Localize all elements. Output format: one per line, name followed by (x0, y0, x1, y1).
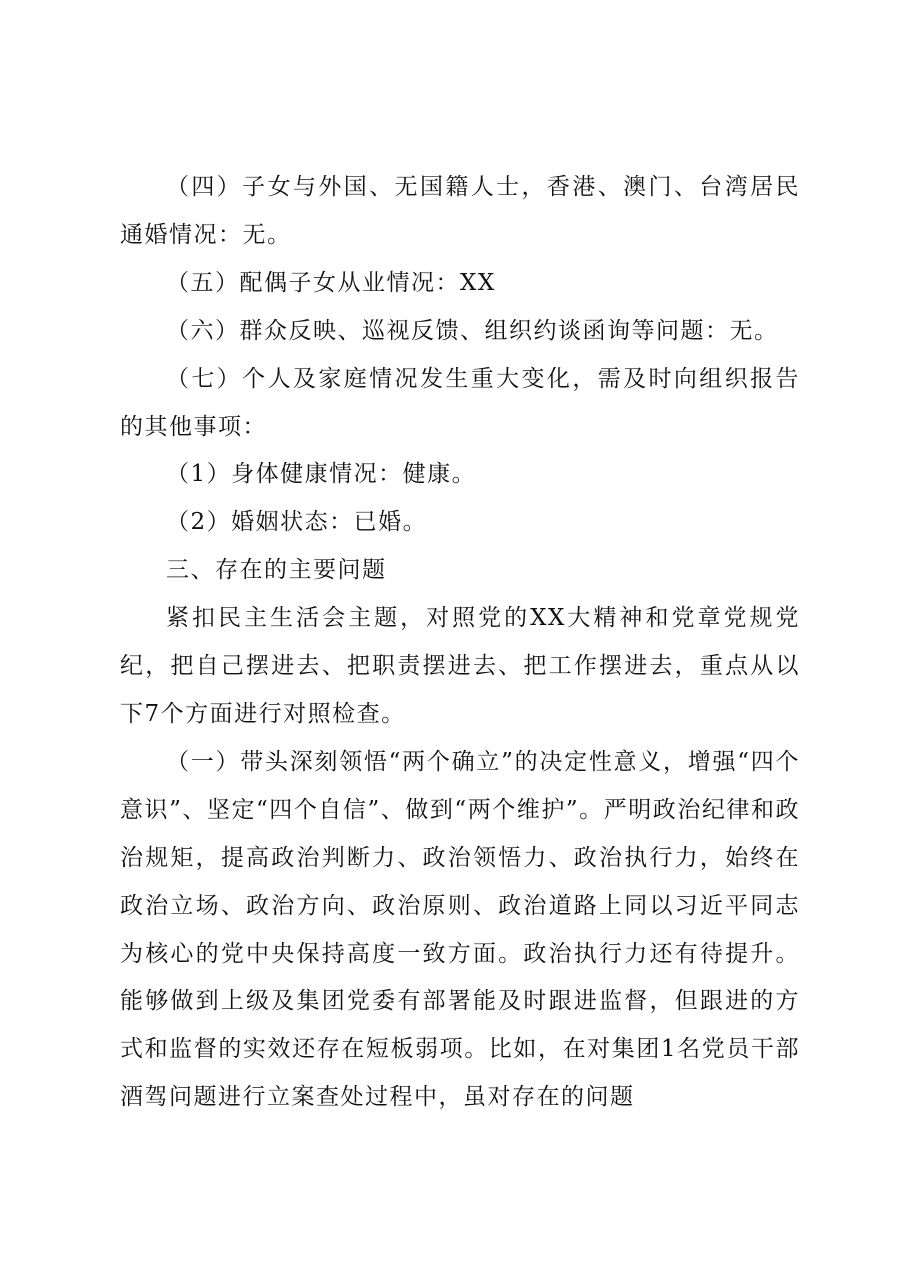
section-heading-main-problems: 三、存在的主要问题 (166, 557, 387, 584)
paragraph-complaints-inspection: （六）群众反映、巡视反馈、组织约谈函询等问题：无。 (166, 317, 779, 344)
paragraph-children-foreign-marriage: （四）子女与外国、无国籍人士，香港、澳门、台湾居民通婚情况：无。 (120, 174, 800, 248)
document-body (120, 164, 800, 1122)
paragraph-marital-status: （2）婚姻状态：已婚。 (166, 509, 428, 536)
paragraph-review-intro: 紧扣民主生活会主题，对照党的XX大精神和党章党规党纪，把自己摆进去、把职责摆进去、把工作摆进去，重点从以下7个方面进行对照检查。 (120, 605, 800, 727)
paragraph-health-status: （1）身体健康情况：健康。 (166, 461, 477, 488)
paragraph-major-changes: （七）个人及家庭情况发生重大变化，需及时向组织报告的其他事项： (120, 365, 800, 440)
paragraph-spouse-children-employment: （五）配偶子女从业情况：XX (166, 269, 496, 296)
paragraph-item-one: （一）带头深刻领悟“两个确立”的决定性意义，增强“四个意识”、坚定“四个自信”、做到“两个维护”。严明政治纪律和政治规矩，提高政治判断力、政治领悟力、政治执行力，始终在政治立场、政治方向、政治原则、政治道路上同以习近平同志为核心的党中央保持高度一致方面。政治执行力还有待提升。能够做到上级及集团党委有部署能及时跟进监督，但跟进的方式和监督的实效还存在短板弱项。比如，在对集团1名党员干部酒驾问题进行立案查处过程中，虽对存在的问题 (120, 748, 800, 1111)
